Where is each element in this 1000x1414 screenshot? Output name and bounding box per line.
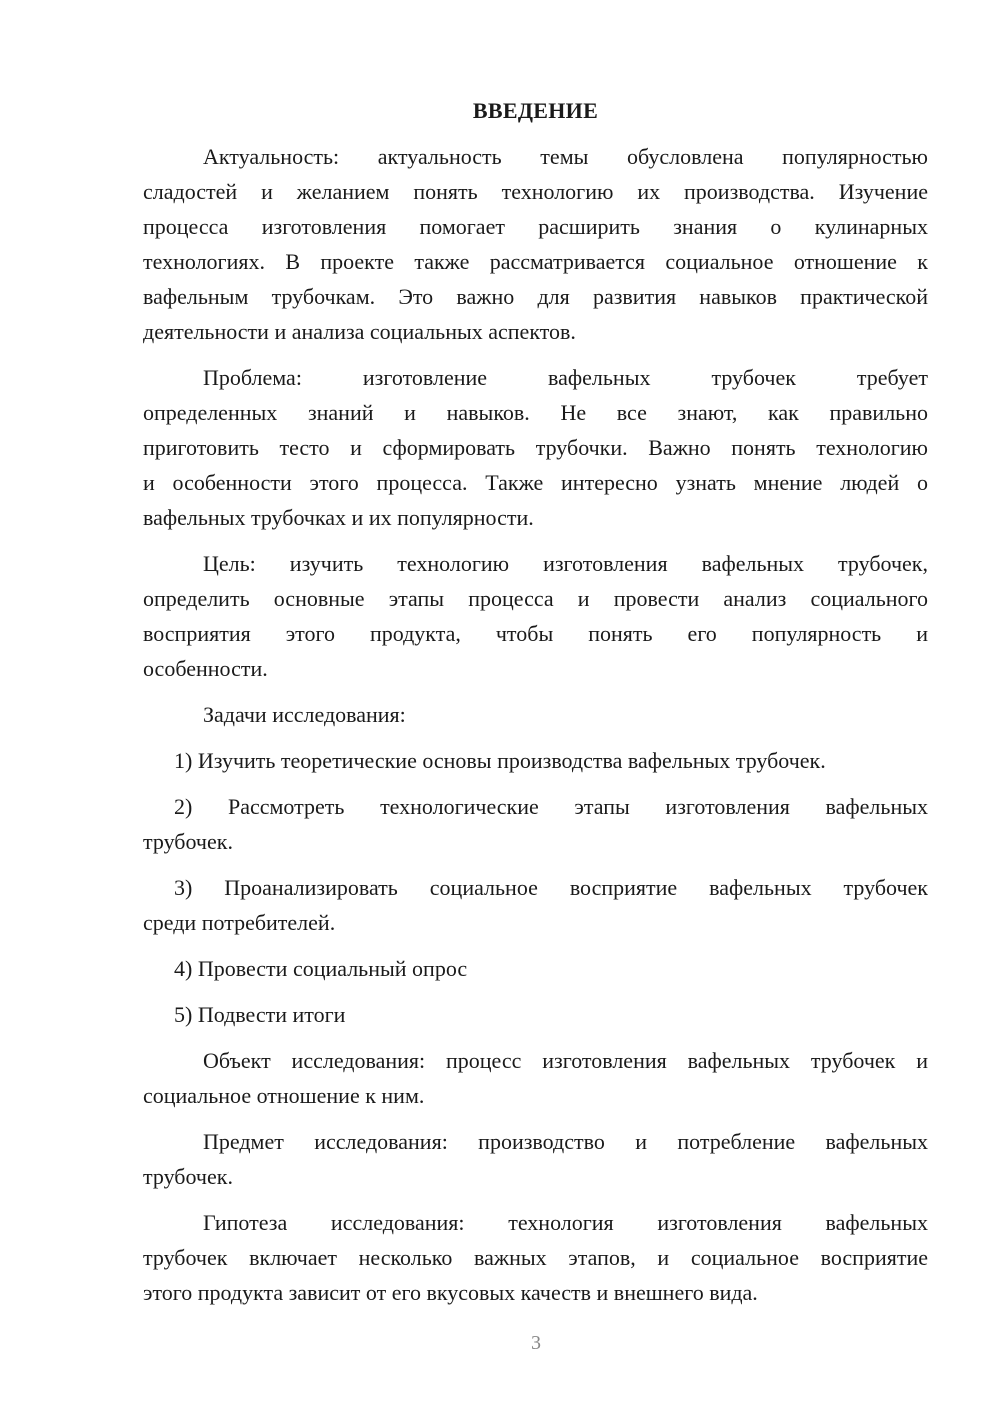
task-item-1 [143,743,928,778]
paragraph-relevance [143,139,928,349]
text-line: трубочек. [143,829,233,854]
paragraph-subject [143,1124,928,1194]
text-line: Объект исследования: процесс изготовления вафельных трубочек и [203,1048,928,1073]
text-line: вафельным трубочкам. Это важно для развития навыков практической [143,284,928,309]
text-line: особенности. [143,656,268,681]
text-line: социальное отношение к ним. [143,1083,425,1108]
text-line: определенных знаний и навыков. Не все знают, как правильно [143,400,928,425]
text-line: сладостей и желанием понять технологию их производства. Изучение [143,179,928,204]
text-line: процесса изготовления помогает расширить знания о кулинарных [143,214,928,239]
text-line: технологиях. В проекте также рассматривается социальное отношение к [143,249,928,274]
text-line: деятельности и анализа социальных аспектов. [143,319,576,344]
text-line: вафельных трубочках и их популярности. [143,505,534,530]
task-item-2 [143,789,928,859]
page-content [143,93,928,1321]
text-line: 5) Подвести итоги [174,1002,346,1027]
text-line: приготовить тесто и сформировать трубочки. Важно понять технологию [143,435,928,460]
task-item-5 [143,997,928,1032]
text-line: трубочек включает несколько важных этапов, и социальное восприятие [143,1245,928,1270]
text-line: определить основные этапы процесса и провести анализ социального [143,586,928,611]
text-line: Задачи исследования: [203,702,406,727]
text-line: 1) Изучить теоретические основы производства вафельных трубочек. [174,748,826,773]
text-line: среди потребителей. [143,910,336,935]
task-item-4 [143,951,928,986]
tasks-heading [143,697,928,732]
task-item-3 [143,870,928,940]
paragraph-goal [143,546,928,686]
paragraph-object [143,1043,928,1113]
page-number: 3 [531,1332,541,1354]
text-line: Актуальность: актуальность темы обусловлена популярностью [203,144,928,169]
text-line: Цель: изучить технологию изготовления вафельных трубочек, [203,551,928,576]
text-line: 2) Рассмотреть технологические этапы изготовления вафельных [174,794,928,819]
page-title: ВВЕДЕНИЕ [472,98,599,123]
text-line: трубочек. [143,1164,233,1189]
text-line: этого продукта зависит от его вкусовых качеств и внешнего вида. [143,1280,758,1305]
text-line: и особенности этого процесса. Также интересно узнать мнение людей о [143,470,928,495]
text-line: 3) Проанализировать социальное восприятие вафельных трубочек [174,875,928,900]
paragraph-hypothesis [143,1205,928,1310]
text-line: Гипотеза исследования: технология изготовления вафельных [203,1210,928,1235]
text-line: восприятия этого продукта, чтобы понять его популярность и [143,621,928,646]
text-line: 4) Провести социальный опрос [174,956,468,981]
text-line: Предмет исследования: производство и потребление вафельных [203,1129,928,1154]
paragraph-problem [143,360,928,535]
text-line: Проблема: изготовление вафельных трубочек требует [203,365,928,390]
